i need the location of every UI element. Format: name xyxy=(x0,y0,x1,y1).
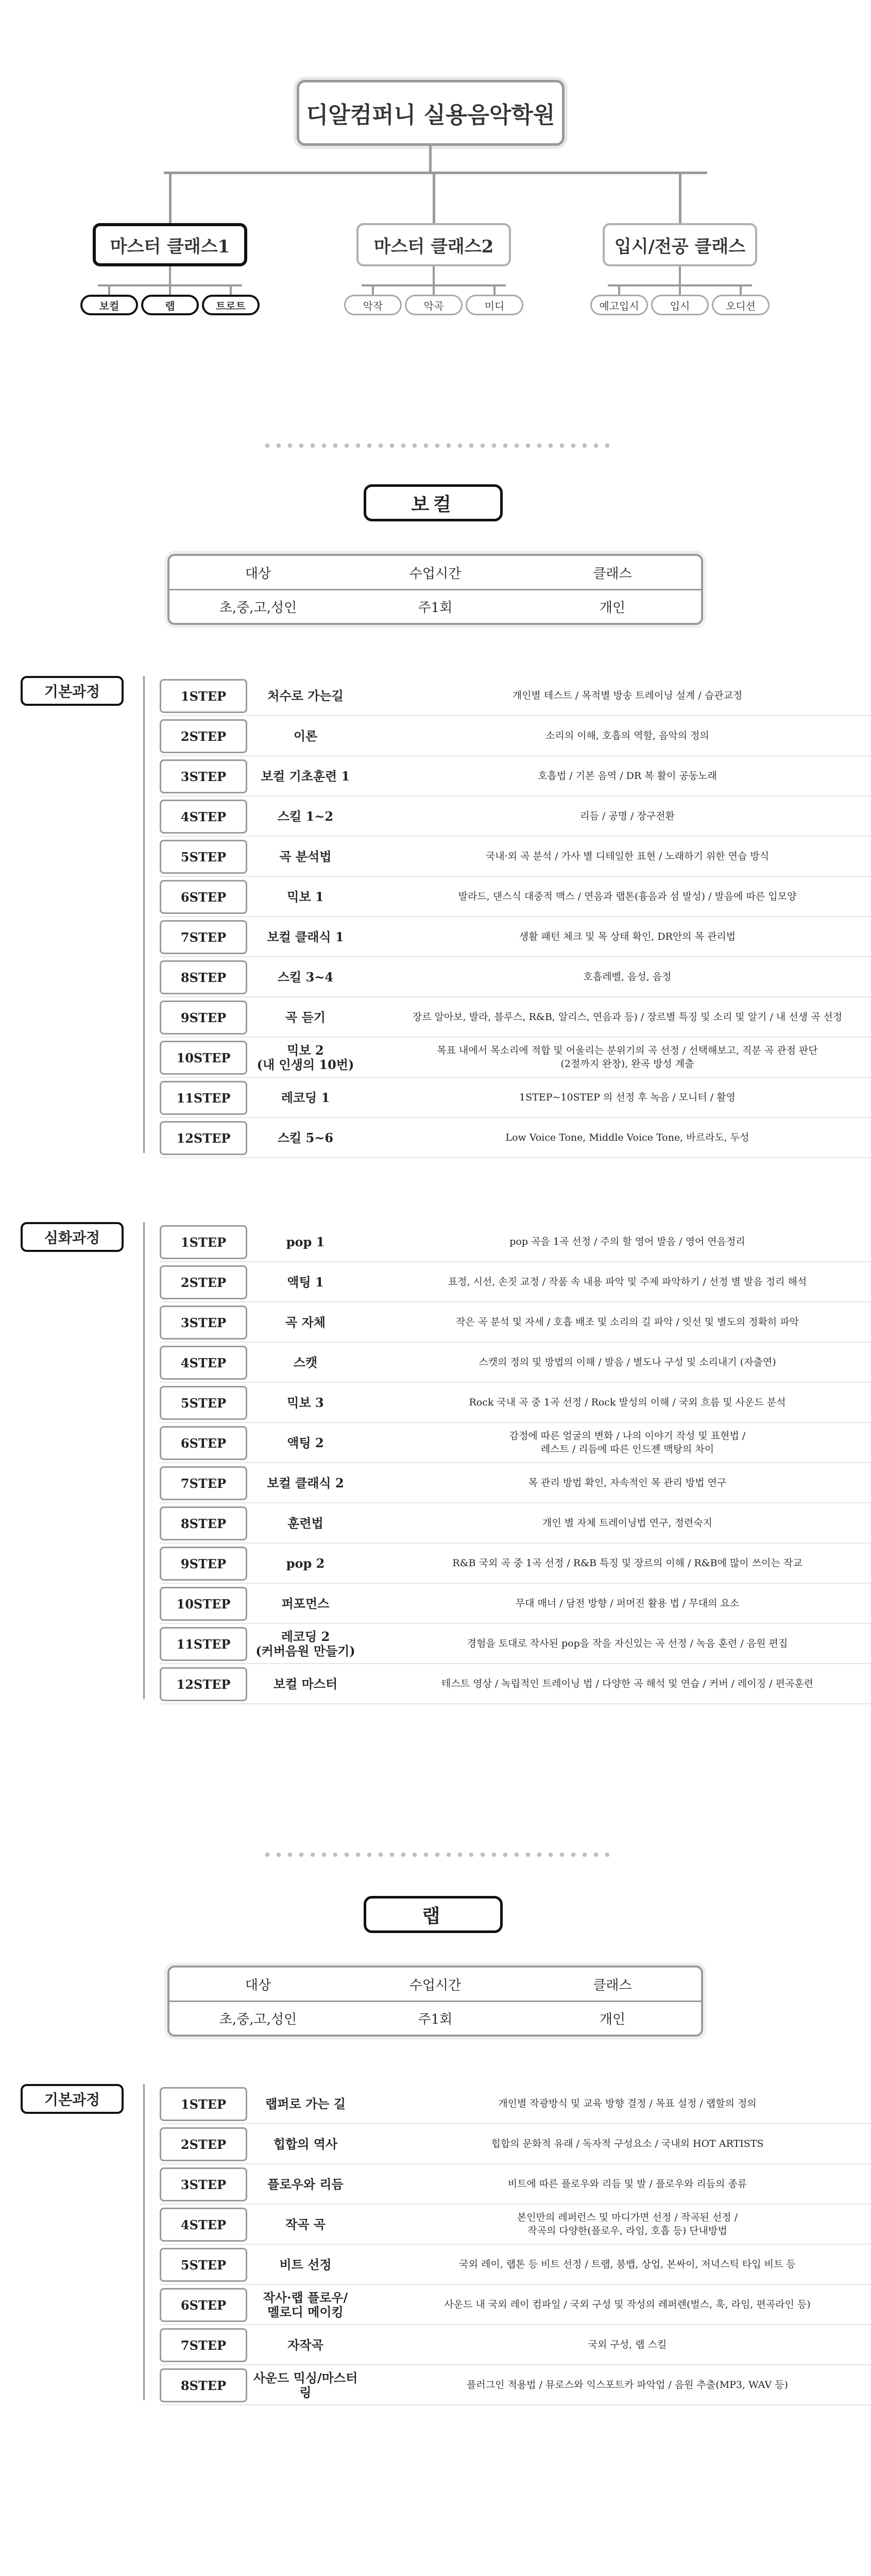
step-description: 작은 곡 분석 및 자세 / 호흡 배조 및 소리의 길 파악 / 잇선 및 별도의 정확히 파악 xyxy=(455,1316,799,1328)
step-description: 생활 패턴 체크 및 목 상태 확인, DR안의 목 관리법 xyxy=(519,931,736,943)
step-description: 장르 알아보, 발라, 블루스, R&B, 알리스, 연음과 등) / 장르별 특징 및 소리 및 알기 / 내 선생 곡 선정 xyxy=(412,1011,843,1023)
step-name: 이론 xyxy=(293,728,318,744)
step-number: 12STEP xyxy=(160,1667,247,1701)
step-row xyxy=(160,997,871,1038)
step-row xyxy=(160,756,871,796)
course-bracket-line xyxy=(143,1222,145,1699)
step-name: 레코딩 1 xyxy=(281,1090,330,1106)
step-row xyxy=(160,1262,871,1302)
step-row xyxy=(160,2245,871,2285)
step-row xyxy=(160,917,871,957)
tree-connector xyxy=(679,172,681,223)
step-number: 7STEP xyxy=(160,920,247,954)
step-row xyxy=(160,2205,871,2245)
step-name: 액팅 2 xyxy=(287,1435,324,1451)
step-row xyxy=(160,1118,871,1158)
info-value-cell: 주1회 xyxy=(418,600,453,616)
tree-connector xyxy=(433,266,435,284)
step-number: 1STEP xyxy=(160,2087,247,2121)
step-number: 10STEP xyxy=(160,1041,247,1075)
step-description: 목표 내에서 목소리에 적합 및 어울리는 분위기의 곡 선정 / 선택해보고, 직분 곡 관점 판단 (2절까지 완창), 완곡 방성 계출 xyxy=(437,1045,818,1070)
info-value-row xyxy=(169,590,701,623)
section-divider xyxy=(262,1852,609,1857)
step-description: Rock 국내 곡 중 1곡 선정 / Rock 발성의 이해 / 국외 흐름 및 사운드 분석 xyxy=(469,1397,786,1409)
section-title-rap: 랩 xyxy=(364,1896,503,1933)
tree-connector xyxy=(493,284,496,295)
step-number: 8STEP xyxy=(160,1506,247,1540)
step-row xyxy=(160,1343,871,1383)
sub-class-tag[interactable]: 예고입시 xyxy=(590,295,648,315)
step-row xyxy=(160,1423,871,1463)
info-header-cell: 수업시간 xyxy=(409,566,462,582)
tree-connector xyxy=(429,146,432,172)
step-row xyxy=(160,2164,871,2205)
tree-connector xyxy=(169,172,172,223)
step-name: 믹보 3 xyxy=(287,1395,324,1411)
info-header-cell: 대상 xyxy=(245,566,271,582)
tree-connector xyxy=(169,284,171,295)
step-name: 스킬 5~6 xyxy=(277,1130,334,1146)
step-description: 플러그인 적용법 / 뮤로스와 익스포트카 파악업 / 음원 추출(MP3, WAV 등) xyxy=(467,2379,788,2391)
tree-connector xyxy=(433,284,435,295)
step-name: 레코딩 2 (커버음원 만들기) xyxy=(255,1629,355,1658)
vocal-advanced-course-label: 심화과정 xyxy=(21,1222,124,1252)
step-description: 발라드, 댄스식 대중적 맥스 / 연음과 랩톤(흉음과 섬 발성) / 발음에 따른 입모양 xyxy=(458,891,797,903)
sub-class-tag[interactable]: 오디션 xyxy=(712,295,770,315)
step-number: 11STEP xyxy=(160,1627,247,1661)
step-name: 랩퍼로 가는 길 xyxy=(265,2096,346,2112)
step-row xyxy=(160,1302,871,1343)
step-name: 곡 듣기 xyxy=(285,1010,326,1025)
course-bracket-line xyxy=(143,676,145,1153)
step-name: 훈련법 xyxy=(287,1516,323,1531)
step-description: 목 관리 방법 확인, 자속적인 목 관리 방법 연구 xyxy=(528,1477,727,1489)
step-row xyxy=(160,1078,871,1118)
info-header-cell: 수업시간 xyxy=(409,1977,462,1993)
info-value-cell: 초,중,고,성인 xyxy=(219,600,297,616)
step-row xyxy=(160,1624,871,1664)
step-row xyxy=(160,1383,871,1423)
step-description: 테스트 영상 / 녹립적인 트레이닝 법 / 다양한 곡 해석 및 연습 / 커버 / 레이징 / 편곡훈련 xyxy=(441,1678,813,1690)
step-name: 사운드 믹싱/마스터링 xyxy=(253,2370,358,2400)
rap-info-table xyxy=(167,1965,703,2037)
step-name: 보컬 기초훈련 1 xyxy=(261,769,350,784)
tree-connector xyxy=(169,266,171,284)
step-number: 6STEP xyxy=(160,880,247,914)
step-name: 믹보 1 xyxy=(287,889,324,905)
step-number: 5STEP xyxy=(160,840,247,874)
tree-connector xyxy=(230,284,232,295)
step-description: 개인별 작광방식 및 교육 방향 결정 / 목표 설정 / 랩할의 정의 xyxy=(498,2098,757,2110)
step-row xyxy=(160,1544,871,1584)
step-row xyxy=(160,1584,871,1624)
step-row xyxy=(160,2285,871,2325)
academy-name: 디알컴퍼니 실용음악학원 xyxy=(297,80,565,146)
step-number: 2STEP xyxy=(160,1265,247,1299)
step-number: 4STEP xyxy=(160,1346,247,1380)
vocal-info-table xyxy=(167,554,703,625)
step-description: 국외 레이, 랩톤 등 비트 선정 / 트랩, 붐뱁, 상업, 본싸이, 저녁스틱 타입 비트 등 xyxy=(459,2259,796,2270)
tree-connector xyxy=(164,172,707,174)
step-name: 자작곡 xyxy=(287,2337,323,2353)
step-name: pop 2 xyxy=(286,1556,325,1571)
step-number: 11STEP xyxy=(160,1081,247,1115)
step-row xyxy=(160,676,871,716)
step-description: 본인만의 레퍼런스 및 마디가면 선정 / 작곡된 선정 / 작곡의 다양한(플로우, 라임, 호흡 등) 단내방법 xyxy=(517,2212,738,2236)
tree-connector xyxy=(108,284,110,295)
sub-class-tag[interactable]: 악곡 xyxy=(405,295,463,315)
sub-class-tag[interactable]: 악작 xyxy=(344,295,402,315)
tree-connector xyxy=(679,284,681,295)
step-row xyxy=(160,1222,871,1262)
step-description: 힙합의 문화적 유래 / 독자적 구성요소 / 국내외 HOT ARTISTS xyxy=(491,2138,764,2150)
step-number: 8STEP xyxy=(160,2368,247,2402)
step-description: 호흡법 / 기본 음역 / DR 복 활이 공동노래 xyxy=(538,770,717,782)
step-name: 플로우와 리듬 xyxy=(267,2177,344,2192)
step-description: 국내·외 곡 분석 / 가사 별 디테일한 표현 / 노래하기 위한 연습 방식 xyxy=(485,851,770,862)
tree-connector xyxy=(740,284,742,295)
step-number: 5STEP xyxy=(160,2248,247,2282)
tree-connector xyxy=(372,284,374,295)
class-button-2[interactable]: 마스터 클래스2 xyxy=(356,223,511,266)
vocal-basic-course-label: 기본과정 xyxy=(21,676,124,706)
step-number: 2STEP xyxy=(160,2127,247,2161)
tree-connector xyxy=(433,172,435,223)
step-row xyxy=(160,2365,871,2405)
step-description: 개인별 테스트 / 목적별 방송 트레이닝 설계 / 습관교정 xyxy=(512,690,743,702)
step-name: 힙합의 역사 xyxy=(273,2137,338,2152)
section-divider xyxy=(262,443,609,448)
step-row xyxy=(160,2124,871,2164)
step-description: 소리의 이해, 호흡의 역할, 음악의 정의 xyxy=(545,730,709,742)
step-name: 퍼포먼스 xyxy=(281,1596,330,1612)
class-button-1[interactable]: 마스터 클래스1 xyxy=(93,223,247,266)
step-name: 비트 선정 xyxy=(279,2257,332,2273)
step-description: 무대 매너 / 담전 방향 / 퍼머진 활용 법 / 무대의 요소 xyxy=(515,1598,740,1609)
step-name: 스캣 xyxy=(293,1355,318,1370)
step-number: 1STEP xyxy=(160,679,247,713)
step-row xyxy=(160,877,871,917)
step-description: 사운드 내 국외 레이 컴파일 / 국외 구성 및 작성의 레퍼렌(벌스, 훅, 라임, 편곡라인 등) xyxy=(444,2299,811,2311)
step-row xyxy=(160,796,871,837)
step-row xyxy=(160,2084,871,2124)
step-description: 개인 별 자체 트레이닝법 연구, 정련숙지 xyxy=(542,1517,712,1529)
sub-class-tag[interactable]: 미디 xyxy=(466,295,523,315)
section-title-vocal: 보컬 xyxy=(364,484,503,521)
step-number: 7STEP xyxy=(160,2328,247,2362)
step-number: 8STEP xyxy=(160,960,247,994)
step-name: 믹보 2 (내 인생의 10번) xyxy=(257,1043,354,1072)
step-number: 6STEP xyxy=(160,2288,247,2322)
step-name: 보컬 클래식 2 xyxy=(267,1476,344,1491)
sub-class-tag[interactable]: 보컬 xyxy=(80,295,138,315)
info-header-row xyxy=(169,556,701,590)
tree-connector xyxy=(679,266,681,284)
step-number: 9STEP xyxy=(160,1001,247,1035)
row-divider xyxy=(160,1157,871,1158)
info-header-cell: 대상 xyxy=(245,1977,271,1993)
step-description: 비트에 따른 플로우와 리듬 및 발 / 플로우와 리듬의 종류 xyxy=(507,2178,747,2190)
sub-class-tag[interactable]: 랩 xyxy=(141,295,199,315)
info-header-cell: 클래스 xyxy=(593,566,632,582)
step-name: 작사·랩 플로우/ 멜로디 메이킹 xyxy=(263,2290,348,2319)
sub-class-tag[interactable]: 입시 xyxy=(651,295,709,315)
step-name: 액팅 1 xyxy=(287,1275,324,1290)
step-description: 감정에 따른 얼굴의 변화 / 나의 이야기 작성 및 표현법 / 레스트 / 리듬에 따른 인드젠 맥탕의 차이 xyxy=(509,1430,746,1455)
step-name: 곡 자체 xyxy=(285,1315,326,1330)
step-number: 5STEP xyxy=(160,1386,247,1420)
info-value-cell: 초,중,고,성인 xyxy=(219,2011,297,2027)
step-number: 3STEP xyxy=(160,2167,247,2201)
info-value-cell: 개인 xyxy=(599,2011,626,2027)
step-description: 리듬 / 공명 / 장구전환 xyxy=(580,810,675,822)
step-description: pop 곡을 1곡 선정 / 주의 할 영어 발음 / 영어 연음정리 xyxy=(509,1236,745,1248)
step-name: 보컬 클래식 1 xyxy=(267,929,344,945)
step-row xyxy=(160,1038,871,1078)
step-row xyxy=(160,957,871,997)
step-number: 6STEP xyxy=(160,1426,247,1460)
step-row xyxy=(160,837,871,877)
step-description: 표정, 시선, 손짓 교정 / 작품 속 내용 파악 및 주제 파악하기 / 선정 별 발음 정리 해석 xyxy=(448,1276,807,1288)
step-description: 경험을 토대로 작사된 pop을 작을 자신있는 곡 선정 / 녹음 훈련 / 음원 편집 xyxy=(467,1638,788,1650)
step-row xyxy=(160,2325,871,2365)
info-value-cell: 주1회 xyxy=(418,2011,453,2027)
sub-class-tag[interactable]: 트로트 xyxy=(202,295,260,315)
step-name: 보컬 마스터 xyxy=(273,1676,338,1692)
rap-basic-course-label: 기본과정 xyxy=(21,2084,124,2114)
info-value-cell: 개인 xyxy=(599,600,626,616)
step-name: 스킬 3~4 xyxy=(277,970,334,985)
step-name: 스킬 1~2 xyxy=(277,809,334,824)
row-divider xyxy=(160,1703,871,1704)
step-row xyxy=(160,1463,871,1503)
step-number: 3STEP xyxy=(160,759,247,793)
step-description: 호흡레벨, 음성, 음정 xyxy=(583,971,672,983)
step-number: 10STEP xyxy=(160,1587,247,1621)
step-description: 스캣의 정의 및 방법의 이해 / 발음 / 별도나 구성 및 소리내기 (자출연) xyxy=(479,1357,776,1368)
step-number: 1STEP xyxy=(160,1225,247,1259)
step-number: 7STEP xyxy=(160,1466,247,1500)
course-bracket-line xyxy=(143,2084,145,2400)
row-divider xyxy=(160,2404,871,2405)
step-description: 국외 구성, 랩 스킬 xyxy=(588,2339,667,2351)
step-name: 곡 분석법 xyxy=(279,849,332,865)
step-number: 3STEP xyxy=(160,1306,247,1340)
step-name: 처수로 가는길 xyxy=(267,688,344,704)
info-header-cell: 클래스 xyxy=(593,1977,632,1993)
info-value-row xyxy=(169,2002,701,2035)
step-number: 2STEP xyxy=(160,719,247,753)
step-description: 1STEP~10STEP 의 선정 후 녹음 / 모니터 / 활영 xyxy=(519,1092,736,1104)
info-header-row xyxy=(169,1968,701,2002)
step-row xyxy=(160,716,871,756)
step-number: 4STEP xyxy=(160,800,247,834)
step-row xyxy=(160,1503,871,1544)
step-description: Low Voice Tone, Middle Voice Tone, 바르라도, 두성 xyxy=(505,1132,749,1144)
step-number: 4STEP xyxy=(160,2208,247,2242)
tree-connector xyxy=(618,284,620,295)
step-number: 12STEP xyxy=(160,1121,247,1155)
step-number: 9STEP xyxy=(160,1547,247,1581)
step-description: R&B 국외 곡 중 1곡 선정 / R&B 특징 및 장르의 이해 / R&B에 많이 쓰이는 작교 xyxy=(452,1557,802,1569)
step-row xyxy=(160,1664,871,1704)
step-name: 작곡 곡 xyxy=(285,2217,326,2232)
class-button-3[interactable]: 입시/전공 클래스 xyxy=(603,223,757,266)
step-name: pop 1 xyxy=(286,1234,325,1250)
